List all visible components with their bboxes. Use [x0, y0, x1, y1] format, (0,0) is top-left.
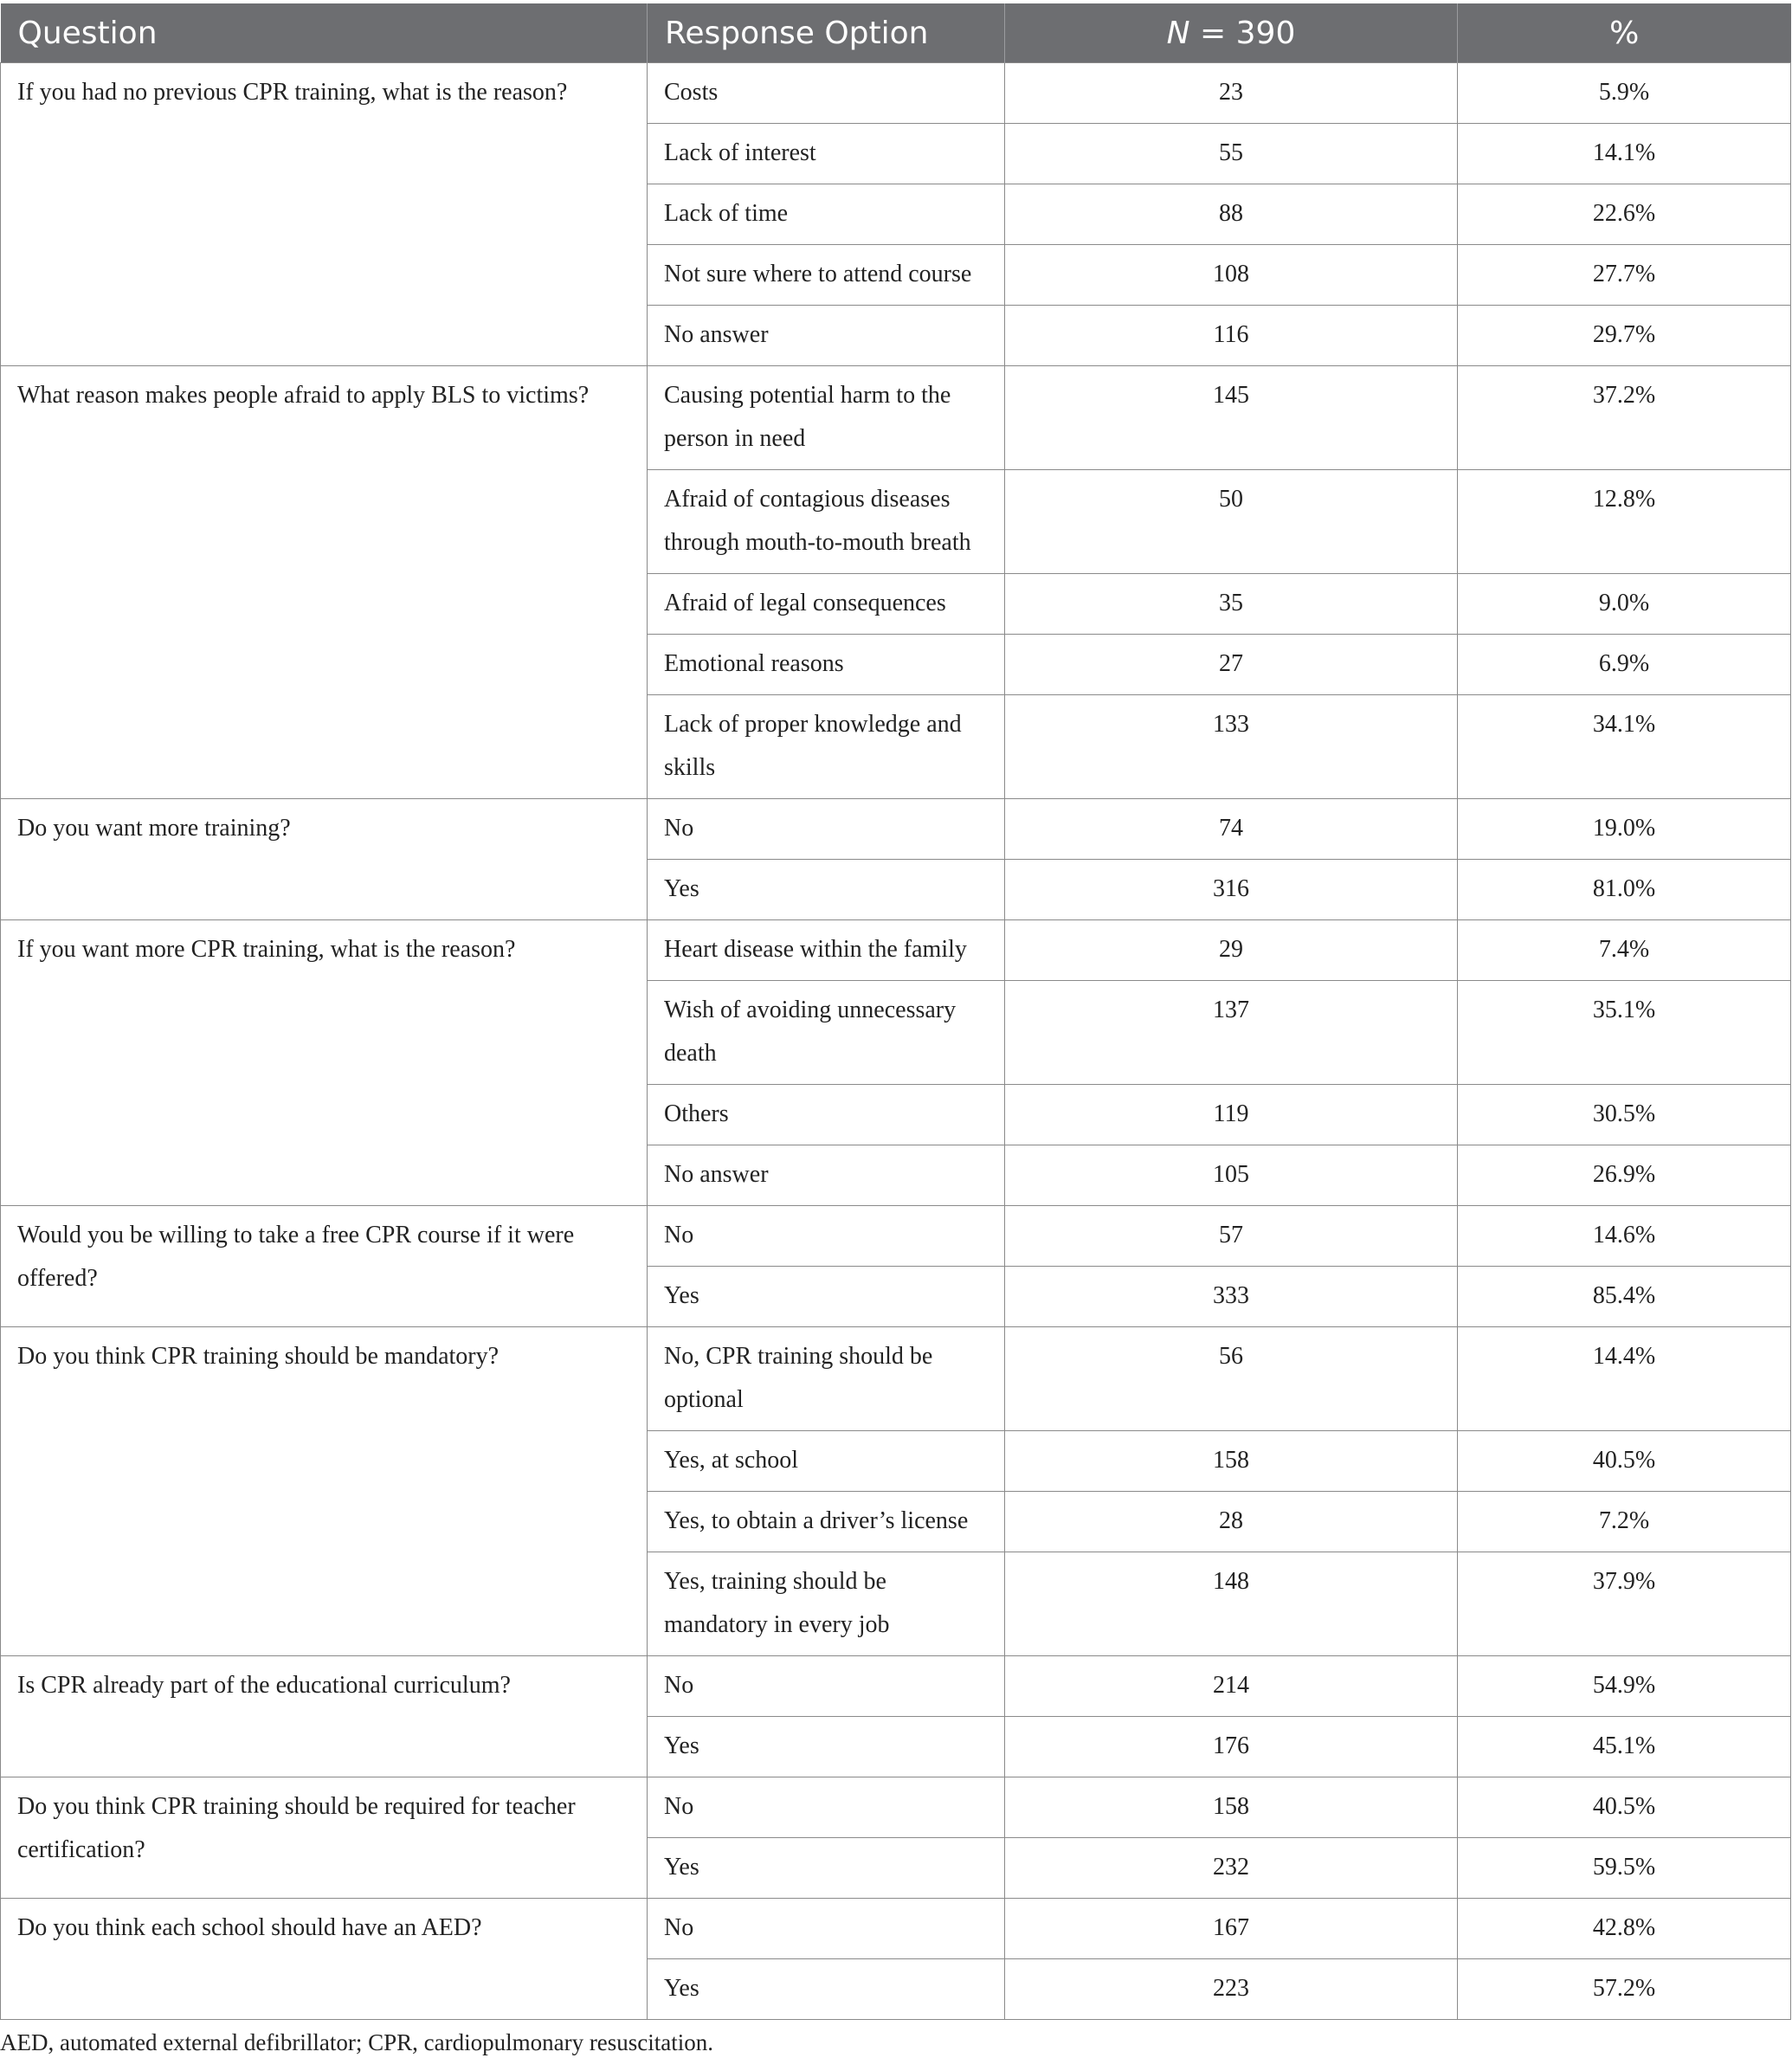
- percent-cell: 26.9%: [1458, 1145, 1791, 1206]
- count-cell: 27: [1005, 635, 1458, 695]
- response-option-cell: Yes, at school: [648, 1431, 1005, 1492]
- response-option-cell: Yes: [648, 1838, 1005, 1899]
- percent-cell: 59.5%: [1458, 1838, 1791, 1899]
- count-cell: 316: [1005, 860, 1458, 920]
- response-option-cell: Afraid of contagious diseases through mouth-to-mouth breath: [648, 470, 1005, 574]
- response-option-cell: Heart disease within the family: [648, 920, 1005, 981]
- count-cell: 57: [1005, 1206, 1458, 1267]
- response-option-cell: No answer: [648, 1145, 1005, 1206]
- table-footnote: AED, automated external defibrillator; CPR, cardiopulmonary resuscitation.: [0, 2029, 714, 2055]
- percent-cell: 7.2%: [1458, 1492, 1791, 1552]
- response-option-cell: No, CPR training should be optional: [648, 1327, 1005, 1431]
- table-row: [1, 1656, 1791, 1717]
- response-option-cell: Yes: [648, 860, 1005, 920]
- percent-cell: 54.9%: [1458, 1656, 1791, 1717]
- response-option-cell: Afraid of legal consequences: [648, 574, 1005, 635]
- percent-cell: 14.4%: [1458, 1327, 1791, 1431]
- percent-cell: 42.8%: [1458, 1899, 1791, 1959]
- percent-cell: 37.9%: [1458, 1552, 1791, 1656]
- count-cell: 88: [1005, 184, 1458, 245]
- percent-cell: 5.9%: [1458, 63, 1791, 124]
- header-row: [1, 3, 1791, 63]
- percent-cell: 85.4%: [1458, 1267, 1791, 1327]
- count-cell: 176: [1005, 1717, 1458, 1777]
- question-cell: What reason makes people afraid to apply BLS to victims?: [1, 366, 648, 799]
- question-cell: Do you want more training?: [1, 799, 648, 920]
- response-option-cell: Lack of proper knowledge and skills: [648, 695, 1005, 799]
- table-row: [1, 1899, 1791, 1959]
- count-cell: 116: [1005, 306, 1458, 366]
- percent-cell: 35.1%: [1458, 981, 1791, 1085]
- response-option-cell: Yes: [648, 1267, 1005, 1327]
- table-row: [1, 1777, 1791, 1838]
- count-cell: 148: [1005, 1552, 1458, 1656]
- header-question: Question: [1, 3, 648, 63]
- question-cell: Do you think each school should have an AED?: [1, 1899, 648, 2020]
- percent-cell: 14.6%: [1458, 1206, 1791, 1267]
- count-cell: 158: [1005, 1431, 1458, 1492]
- table-row: [1, 1206, 1791, 1267]
- percent-cell: 14.1%: [1458, 124, 1791, 184]
- table-header: [1, 3, 1791, 63]
- response-option-cell: No: [648, 1656, 1005, 1717]
- percent-cell: 12.8%: [1458, 470, 1791, 574]
- question-cell: If you want more CPR training, what is the reason?: [1, 920, 648, 1206]
- header-n: [1005, 3, 1458, 63]
- header-response-option: Response Option: [648, 3, 1005, 63]
- percent-cell: 22.6%: [1458, 184, 1791, 245]
- response-option-cell: Not sure where to attend course: [648, 245, 1005, 306]
- response-option-cell: Wish of avoiding unnecessary death: [648, 981, 1005, 1085]
- count-cell: 29: [1005, 920, 1458, 981]
- count-cell: 158: [1005, 1777, 1458, 1838]
- response-option-cell: Emotional reasons: [648, 635, 1005, 695]
- response-option-cell: Costs: [648, 63, 1005, 124]
- table-row: [1, 1327, 1791, 1431]
- count-cell: 119: [1005, 1085, 1458, 1145]
- count-cell: 133: [1005, 695, 1458, 799]
- question-cell: Do you think CPR training should be required for teacher certification?: [1, 1777, 648, 1899]
- table-body: [1, 63, 1791, 2020]
- question-cell: Do you think CPR training should be mandatory?: [1, 1327, 648, 1656]
- response-option-cell: Others: [648, 1085, 1005, 1145]
- count-cell: 105: [1005, 1145, 1458, 1206]
- response-option-cell: No: [648, 1899, 1005, 1959]
- header-n-symbol: N: [1166, 15, 1190, 51]
- question-cell: Is CPR already part of the educational curriculum?: [1, 1656, 648, 1777]
- percent-cell: 57.2%: [1458, 1959, 1791, 2020]
- percent-cell: 30.5%: [1458, 1085, 1791, 1145]
- percent-cell: 27.7%: [1458, 245, 1791, 306]
- header-percent: %: [1458, 3, 1791, 63]
- percent-cell: 6.9%: [1458, 635, 1791, 695]
- percent-cell: 81.0%: [1458, 860, 1791, 920]
- count-cell: 56: [1005, 1327, 1458, 1431]
- header-n-value: = 390: [1189, 15, 1296, 51]
- count-cell: 167: [1005, 1899, 1458, 1959]
- count-cell: 137: [1005, 981, 1458, 1085]
- response-option-cell: Yes, training should be mandatory in every job: [648, 1552, 1005, 1656]
- response-option-cell: Yes: [648, 1959, 1005, 2020]
- percent-cell: 9.0%: [1458, 574, 1791, 635]
- count-cell: 214: [1005, 1656, 1458, 1717]
- response-option-cell: No: [648, 1206, 1005, 1267]
- count-cell: 28: [1005, 1492, 1458, 1552]
- question-cell: Would you be willing to take a free CPR course if it were offered?: [1, 1206, 648, 1327]
- table-row: [1, 63, 1791, 124]
- survey-table: [0, 3, 1791, 2020]
- response-option-cell: No: [648, 1777, 1005, 1838]
- percent-cell: 40.5%: [1458, 1777, 1791, 1838]
- percent-cell: 37.2%: [1458, 366, 1791, 470]
- table-row: [1, 799, 1791, 860]
- count-cell: 223: [1005, 1959, 1458, 2020]
- table-row: [1, 366, 1791, 470]
- response-option-cell: No: [648, 799, 1005, 860]
- count-cell: 55: [1005, 124, 1458, 184]
- count-cell: 333: [1005, 1267, 1458, 1327]
- percent-cell: 29.7%: [1458, 306, 1791, 366]
- count-cell: 50: [1005, 470, 1458, 574]
- percent-cell: 19.0%: [1458, 799, 1791, 860]
- response-option-cell: Lack of interest: [648, 124, 1005, 184]
- response-option-cell: Yes: [648, 1717, 1005, 1777]
- response-option-cell: No answer: [648, 306, 1005, 366]
- response-option-cell: Lack of time: [648, 184, 1005, 245]
- count-cell: 35: [1005, 574, 1458, 635]
- response-option-cell: Yes, to obtain a driver’s license: [648, 1492, 1005, 1552]
- count-cell: 108: [1005, 245, 1458, 306]
- percent-cell: 7.4%: [1458, 920, 1791, 981]
- percent-cell: 34.1%: [1458, 695, 1791, 799]
- count-cell: 145: [1005, 366, 1458, 470]
- table-row: [1, 920, 1791, 981]
- count-cell: 23: [1005, 63, 1458, 124]
- document: [0, 3, 1790, 2058]
- count-cell: 74: [1005, 799, 1458, 860]
- question-cell: If you had no previous CPR training, what is the reason?: [1, 63, 648, 366]
- percent-cell: 40.5%: [1458, 1431, 1791, 1492]
- response-option-cell: Causing potential harm to the person in need: [648, 366, 1005, 470]
- percent-cell: 45.1%: [1458, 1717, 1791, 1777]
- count-cell: 232: [1005, 1838, 1458, 1899]
